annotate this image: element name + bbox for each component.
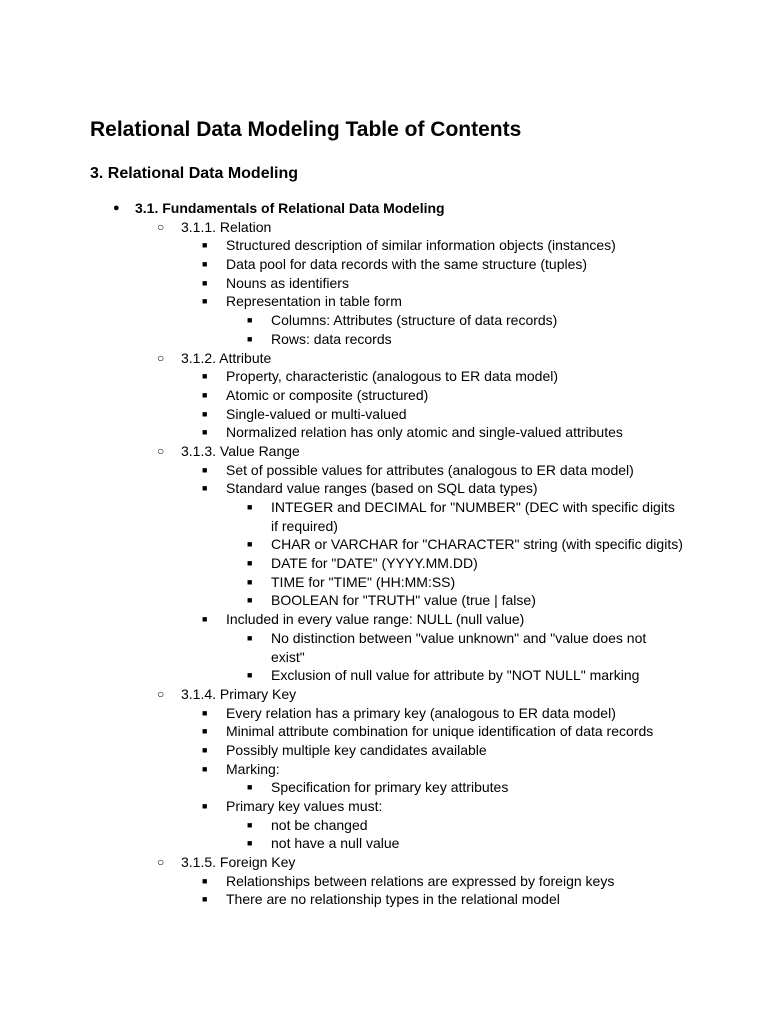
list-item-text: Included in every value range: NULL (null value) (226, 611, 525, 628)
square-bullet-icon: ■ (202, 483, 208, 494)
list-item (0, 330, 768, 349)
list-item (0, 498, 768, 535)
list-item (0, 890, 768, 909)
square-bullet-icon: ■ (247, 595, 253, 606)
list-item-text: BOOLEAN for "TRUTH" value (true | false) (271, 592, 536, 609)
list-item (0, 722, 768, 741)
square-bullet-icon: ■ (202, 614, 208, 625)
toc-item-label: 3.1.3. Value Range (181, 442, 300, 459)
square-bullet-icon: ■ (202, 371, 208, 382)
square-bullet-icon: ■ (202, 427, 208, 438)
list-item-text: There are no relationship types in the relational model (226, 891, 560, 908)
list-item-text: Exclusion of null value for attribute by "NOT NULL" marking (271, 667, 640, 684)
list-item-text: Normalized relation has only atomic and single-valued attributes (226, 424, 623, 441)
square-bullet-icon: ■ (247, 819, 253, 830)
toc-item-3-1-1 (0, 218, 768, 237)
square-bullet-icon: ■ (247, 670, 253, 681)
list-item-text: Single-valued or multi-valued (226, 405, 407, 422)
toc-item-label: 3.1.1. Relation (181, 218, 272, 235)
square-bullet-icon: ■ (202, 408, 208, 419)
list-item-text: No distinction between "value unknown" and "value does not exist" (271, 629, 647, 665)
square-bullet-icon: ■ (202, 726, 208, 737)
document-title: Relational Data Modeling Table of Contents (90, 118, 522, 141)
list-item-text: DATE for "DATE" (YYYY.MM.DD) (271, 555, 478, 572)
square-bullet-icon: ■ (202, 875, 208, 886)
filled-circle-bullet-icon: ● (113, 202, 120, 214)
list-item-text: Columns: Attributes (structure of data records) (271, 312, 558, 329)
list-item (0, 311, 768, 330)
list-item-text: Set of possible values for attributes (analogous to ER data model) (226, 461, 634, 478)
list-item (0, 236, 768, 255)
list-item (0, 591, 768, 610)
list-item-text: Representation in table form (226, 293, 402, 310)
list-item (0, 386, 768, 405)
square-bullet-icon: ■ (247, 838, 253, 849)
toc-item-3-1-4 (0, 685, 768, 704)
square-bullet-icon: ■ (247, 576, 253, 587)
square-bullet-icon: ■ (202, 464, 208, 475)
hollow-circle-bullet-icon: ○ (157, 686, 165, 701)
list-item (0, 535, 768, 554)
list-item (0, 704, 768, 723)
list-item-text: Specification for primary key attributes (271, 779, 509, 796)
list-item (0, 292, 768, 311)
hollow-circle-bullet-icon: ○ (157, 350, 165, 365)
list-item-text: Property, characteristic (analogous to ER data model) (226, 368, 559, 385)
list-item-text: TIME for "TIME" (HH:MM:SS) (271, 573, 456, 590)
square-bullet-icon: ■ (202, 259, 208, 270)
list-item (0, 367, 768, 386)
list-item (0, 797, 768, 816)
list-item-text: Every relation has a primary key (analogous to ER data model) (226, 704, 616, 721)
list-item-text: Rows: data records (271, 330, 392, 347)
list-item-text: not have a null value (271, 835, 400, 852)
toc-item-3-1-5 (0, 853, 768, 872)
list-item-text: Minimal attribute combination for unique identification of data records (226, 723, 654, 740)
list-item (0, 423, 768, 442)
square-bullet-icon: ■ (247, 539, 253, 550)
square-bullet-icon: ■ (202, 707, 208, 718)
square-bullet-icon: ■ (247, 333, 253, 344)
list-item-text: Relationships between relations are expressed by foreign keys (226, 872, 615, 889)
list-item-text: Possibly multiple key candidates available (226, 741, 487, 758)
toc-item-3-1 (0, 199, 768, 218)
list-item-text: INTEGER and DECIMAL for "NUMBER" (DEC with specific digits if required) (271, 499, 675, 534)
list-item (0, 629, 768, 666)
list-item (0, 666, 768, 685)
list-item (0, 255, 768, 274)
square-bullet-icon: ■ (202, 763, 208, 774)
square-bullet-icon: ■ (202, 744, 208, 755)
list-item (0, 405, 768, 424)
toc-item-label: 3.1. Fundamentals of Relational Data Modeling (135, 200, 445, 216)
hollow-circle-bullet-icon: ○ (157, 219, 165, 234)
square-bullet-icon: ■ (202, 801, 208, 812)
table-of-contents (0, 199, 768, 909)
list-item (0, 872, 768, 891)
list-item-text: Marking: (226, 760, 280, 777)
square-bullet-icon: ■ (202, 389, 208, 400)
square-bullet-icon: ■ (202, 894, 208, 905)
list-item-text: Nouns as identifiers (226, 274, 349, 291)
square-bullet-icon: ■ (247, 632, 253, 643)
list-item (0, 479, 768, 498)
square-bullet-icon: ■ (202, 296, 208, 307)
list-item (0, 778, 768, 797)
hollow-circle-bullet-icon: ○ (157, 443, 165, 458)
toc-item-label: 3.1.4. Primary Key (181, 685, 297, 702)
list-item (0, 834, 768, 853)
square-bullet-icon: ■ (247, 315, 253, 326)
square-bullet-icon: ■ (247, 558, 253, 569)
list-item (0, 573, 768, 592)
square-bullet-icon: ■ (202, 240, 208, 251)
square-bullet-icon: ■ (247, 782, 253, 793)
square-bullet-icon: ■ (247, 502, 253, 512)
list-item-text: Standard value ranges (based on SQL data types) (226, 480, 538, 497)
section-heading: 3. Relational Data Modeling (90, 165, 299, 182)
list-item (0, 816, 768, 835)
list-item-text: Primary key values must: (226, 798, 383, 815)
toc-item-3-1-3 (0, 442, 768, 461)
list-item-text: Data pool for data records with the same structure (tuples) (226, 256, 588, 273)
list-item (0, 610, 768, 629)
list-item-text: Structured description of similar information objects (instances) (226, 237, 616, 254)
list-item-text: Atomic or composite (structured) (226, 386, 429, 403)
list-item (0, 554, 768, 573)
list-item (0, 274, 768, 293)
toc-item-label: 3.1.5. Foreign Key (181, 854, 296, 871)
list-item (0, 461, 768, 480)
square-bullet-icon: ■ (202, 277, 208, 288)
list-item-text: CHAR or VARCHAR for "CHARACTER" string (with specific digits) (271, 536, 683, 553)
hollow-circle-bullet-icon: ○ (157, 855, 165, 870)
list-item-text: not be changed (271, 816, 368, 833)
list-item (0, 741, 768, 760)
list-item (0, 760, 768, 779)
toc-item-label: 3.1.2. Attribute (181, 349, 272, 366)
toc-item-3-1-2 (0, 349, 768, 368)
